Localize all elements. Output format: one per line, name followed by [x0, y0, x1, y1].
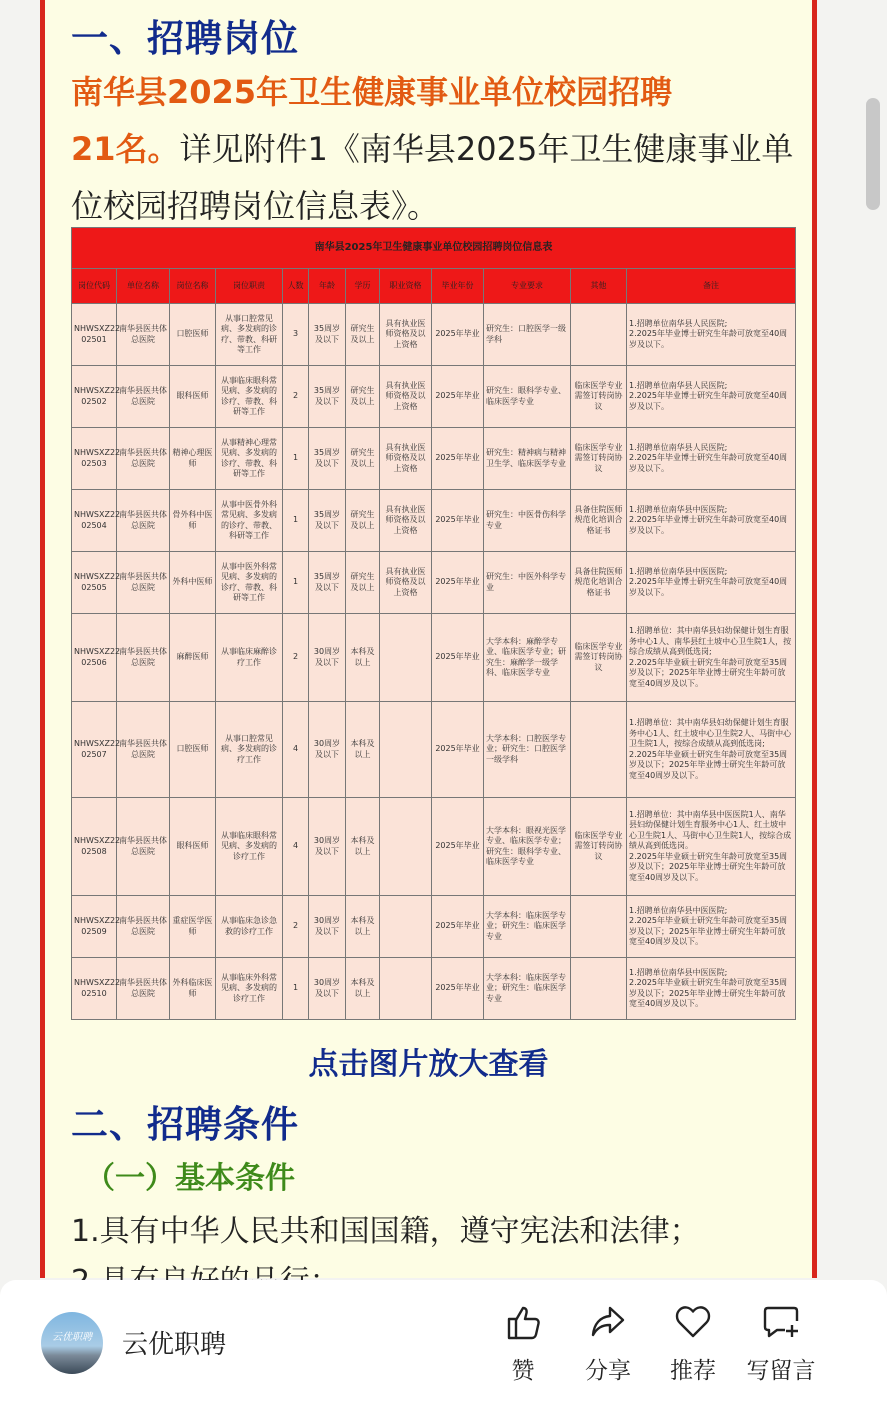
table-cell: 本科及以上 — [346, 896, 380, 958]
table-cell: 南华县医共体总医院 — [117, 896, 170, 958]
comment-add-icon — [761, 1302, 801, 1342]
table-header: 人数 — [283, 269, 309, 304]
table-cell: NHWSXZ22 02505 — [72, 552, 117, 614]
table-cell: 重症医学医师 — [170, 896, 216, 958]
table-cell: 研究生及以上 — [346, 552, 380, 614]
table-cell: NHWSXZ22 02502 — [72, 366, 117, 428]
table-cell: 30周岁及以下 — [309, 958, 346, 1020]
table-cell: 大学本科：临床医学专业；研究生：临床医学专业 — [484, 896, 571, 958]
table-cell: 1 — [283, 428, 309, 490]
table-cell: 南华县医共体总医院 — [117, 702, 170, 798]
table-cell: 精神心理医师 — [170, 428, 216, 490]
table-cell: 眼科医师 — [170, 798, 216, 896]
table-cell: 2025年毕业 — [432, 958, 484, 1020]
table-cell: 临床医学专业需签订转岗协议 — [571, 798, 627, 896]
table-cell: 南华县医共体总医院 — [117, 304, 170, 366]
table-cell: 具有执业医师资格及以上资格 — [380, 552, 432, 614]
table-row — [72, 798, 796, 896]
intro-highlight-1: 南华县2025年卫生健康事业单位校园招聘 — [71, 73, 673, 111]
table-row — [72, 552, 796, 614]
scrollbar-thumb[interactable] — [866, 98, 880, 210]
table-cell: NHWSXZ22 02501 — [72, 304, 117, 366]
table-cell: 1 — [283, 490, 309, 552]
table-cell: 1.招聘单位南华县中医医院; 2.2025年毕业硕士研究生年龄可放宽至35周岁及以下；2025年毕业博士研究生年龄可放宽至40周岁及以下。 — [627, 958, 796, 1020]
job-info-table-image[interactable] — [71, 227, 796, 1020]
table-cell: NHWSXZ22 02508 — [72, 798, 117, 896]
table-cell: 1.招聘单位：其中南华县妇幼保健计划生育服务中心1人、南华县红土坡中心卫生院1人，按综合成绩从高到低选岗; 2.2025年毕业硕士研究生年龄可放宽至35周岁及以下；2025年毕业博士研究生年龄可放宽至40周岁及以下。 — [627, 614, 796, 702]
table-row — [72, 614, 796, 702]
table-cell: 南华县医共体总医院 — [117, 958, 170, 1020]
table-cell: 2 — [283, 896, 309, 958]
table-cell: 麻醉医师 — [170, 614, 216, 702]
table-cell: 大学本科：眼视光医学专业、临床医学专业；研究生：眼科学专业、临床医学专业 — [484, 798, 571, 896]
table-cell — [571, 958, 627, 1020]
table-cell: 30周岁及以下 — [309, 614, 346, 702]
click-to-enlarge-hint[interactable]: 点击图片放大查看 — [308, 1047, 549, 1082]
table-cell: 南华县医共体总医院 — [117, 428, 170, 490]
table-cell: 外科临床医师 — [170, 958, 216, 1020]
table-cell: NHWSXZ22 02503 — [72, 428, 117, 490]
section2-title: 二、招聘条件 — [71, 1103, 299, 1146]
table-cell: 研究生：眼科学专业、临床医学专业 — [484, 366, 571, 428]
comment-button[interactable] — [736, 1302, 826, 1385]
table-cell: 35周岁及以下 — [309, 552, 346, 614]
table-row — [72, 428, 796, 490]
table-cell: 骨外科中医师 — [170, 490, 216, 552]
bottom-action-bar — [0, 1280, 887, 1407]
table-cell: NHWSXZ22 02510 — [72, 958, 117, 1020]
table-header: 岗位职责 — [216, 269, 283, 304]
table-cell: 35周岁及以下 — [309, 428, 346, 490]
table-row — [72, 958, 796, 1020]
table-cell: 从事口腔常见病、多发病的诊疗工作 — [216, 702, 283, 798]
table-cell: 从事临床麻醉诊疗工作 — [216, 614, 283, 702]
table-cell: 1 — [283, 958, 309, 1020]
heart-icon — [673, 1302, 713, 1342]
table-cell: 眼科医师 — [170, 366, 216, 428]
condition-item: 1.具有中华人民共和国国籍，遵守宪法和法律； — [71, 1214, 700, 1249]
table-cell — [380, 958, 432, 1020]
avatar[interactable] — [41, 1312, 103, 1374]
table-cell: 口腔医师 — [170, 702, 216, 798]
intro-rest: 详见附件1《南华县2025年卫生健康事业单位校园招聘岗位信息表》。 — [71, 130, 794, 225]
table-cell: 南华县医共体总医院 — [117, 798, 170, 896]
table-cell: 35周岁及以下 — [309, 490, 346, 552]
like-button[interactable] — [478, 1302, 568, 1385]
table-cell: 南华县医共体总医院 — [117, 490, 170, 552]
table-cell: 大学本科：麻醉学专业、临床医学专业；研究生：麻醉学一级学科、临床医学专业 — [484, 614, 571, 702]
table-cell: 大学本科：临床医学专业；研究生：临床医学专业 — [484, 958, 571, 1020]
table-header: 学历 — [346, 269, 380, 304]
avatar-text: 云优职聘 — [52, 1332, 92, 1343]
table-cell: 研究生及以上 — [346, 366, 380, 428]
author-name[interactable]: 云优职聘 — [122, 1330, 227, 1360]
recommend-label: 推荐 — [670, 1358, 716, 1384]
table-cell: 具有执业医师资格及以上资格 — [380, 428, 432, 490]
table-cell: 从事精神心理常见病、多发病的诊疗、带教、科研等工作 — [216, 428, 283, 490]
table-cell: 2 — [283, 614, 309, 702]
table-cell — [380, 798, 432, 896]
table-cell: 南华县医共体总医院 — [117, 366, 170, 428]
table-header: 专业要求 — [484, 269, 571, 304]
table-cell: 30周岁及以下 — [309, 798, 346, 896]
table-cell: 2 — [283, 366, 309, 428]
share-icon — [588, 1302, 628, 1342]
comment-label: 写留言 — [746, 1358, 816, 1384]
table-cell: 口腔医师 — [170, 304, 216, 366]
table-header: 岗位名称 — [170, 269, 216, 304]
share-button[interactable] — [563, 1302, 653, 1385]
table-cell: 1.招聘单位南华县中医医院; 2.2025年毕业博士研究生年龄可放宽至40周岁及以下。 — [627, 490, 796, 552]
table-cell: 从事临床外科常见病、多发病的诊疗工作 — [216, 958, 283, 1020]
intro-paragraph — [71, 64, 801, 235]
table-cell: 从事中医外科常见病、多发病的诊疗、带教、科研等工作 — [216, 552, 283, 614]
table-cell: 从事临床急诊急救的诊疗工作 — [216, 896, 283, 958]
table-row — [72, 366, 796, 428]
table-row — [72, 702, 796, 798]
thumbs-up-icon — [503, 1302, 543, 1342]
table-cell: 具有执业医师资格及以上资格 — [380, 366, 432, 428]
table-cell: 2025年毕业 — [432, 304, 484, 366]
table-cell: NHWSXZ22 02509 — [72, 896, 117, 958]
table-cell: 具备住院医师规范化培训合格证书 — [571, 552, 627, 614]
table-header: 年龄 — [309, 269, 346, 304]
table-cell: 4 — [283, 798, 309, 896]
table-cell: NHWSXZ22 02504 — [72, 490, 117, 552]
table-cell: 具有执业医师资格及以上资格 — [380, 490, 432, 552]
table-cell: 1 — [283, 552, 309, 614]
like-label: 赞 — [511, 1358, 535, 1384]
table-cell: 本科及以上 — [346, 798, 380, 896]
table-row — [72, 490, 796, 552]
table-header: 毕业年份 — [432, 269, 484, 304]
table-title: 南华县2025年卫生健康事业单位校园招聘岗位信息表 — [72, 228, 796, 269]
table-cell: 1.招聘单位：其中南华县中医医院1人、南华县妇幼保健计划生育服务中心1人、红土坡中心卫生院1人、马街中心卫生院1人，按综合成绩从高到低选岗。 2.2025年毕业硕士研究生年龄可放宽至35周岁及以下；2025年毕业博士研究生年龄可放宽至40周岁及以下。 — [627, 798, 796, 896]
table-cell: 研究生及以上 — [346, 304, 380, 366]
table-cell: 2025年毕业 — [432, 614, 484, 702]
table-cell: 2025年毕业 — [432, 366, 484, 428]
table-cell: 1.招聘单位南华县人民医院; 2.2025年毕业博士研究生年龄可放宽至40周岁及以下。 — [627, 428, 796, 490]
table-cell: 3 — [283, 304, 309, 366]
table-cell: 从事口腔常见病、多发病的诊疗、带教、科研等工作 — [216, 304, 283, 366]
table-cell: 南华县医共体总医院 — [117, 614, 170, 702]
table-cell: 2025年毕业 — [432, 490, 484, 552]
table-header: 职业资格 — [380, 269, 432, 304]
table-cell — [380, 614, 432, 702]
table-header: 岗位代码 — [72, 269, 117, 304]
table-cell: 研究生：中医骨伤科学专业 — [484, 490, 571, 552]
table-cell — [571, 304, 627, 366]
table-cell: 35周岁及以下 — [309, 304, 346, 366]
table-cell: NHWSXZ22 02506 — [72, 614, 117, 702]
table-cell: 本科及以上 — [346, 614, 380, 702]
table-header: 备注 — [627, 269, 796, 304]
subsection-title: （一）基本条件 — [85, 1161, 295, 1196]
table-cell: 2025年毕业 — [432, 428, 484, 490]
table-cell — [571, 896, 627, 958]
table-cell: 具备住院医师规范化培训合格证书 — [571, 490, 627, 552]
table-cell: 临床医学专业需签订转岗协议 — [571, 428, 627, 490]
table-cell: 35周岁及以下 — [309, 366, 346, 428]
table-cell: 外科中医师 — [170, 552, 216, 614]
table-cell: 1.招聘单位南华县中医医院; 2.2025年毕业博士研究生年龄可放宽至40周岁及以下。 — [627, 552, 796, 614]
table-cell: 1.招聘单位南华县人民医院; 2.2025年毕业博士研究生年龄可放宽至40周岁及以下。 — [627, 366, 796, 428]
table-cell: 大学本科：口腔医学专业；研究生：口腔医学一级学科 — [484, 702, 571, 798]
table-cell: NHWSXZ22 02507 — [72, 702, 117, 798]
table-cell: 从事临床眼科常见病、多发病的诊疗、带教、科研等工作 — [216, 366, 283, 428]
table-cell: 从事临床眼科常见病、多发病的诊疗工作 — [216, 798, 283, 896]
table-cell: 1.招聘单位南华县中医医院; 2.2025年毕业硕士研究生年龄可放宽至35周岁及以下；2025年毕业博士研究生年龄可放宽至40周岁及以下。 — [627, 896, 796, 958]
article-content — [40, 0, 817, 1278]
section1-title: 一、招聘岗位 — [71, 17, 299, 60]
table-cell — [571, 702, 627, 798]
table-cell: 研究生：中医外科学专业 — [484, 552, 571, 614]
table-row — [72, 304, 796, 366]
table-cell: 2025年毕业 — [432, 798, 484, 896]
table-cell: 2025年毕业 — [432, 702, 484, 798]
intro-highlight-2: 21名。 — [71, 130, 180, 168]
table-cell: 临床医学专业需签订转岗协议 — [571, 366, 627, 428]
table-cell: 本科及以上 — [346, 958, 380, 1020]
table-cell: 从事中医骨外科常见病、多发病的诊疗、带教、科研等工作 — [216, 490, 283, 552]
table-cell: 30周岁及以下 — [309, 896, 346, 958]
table-cell: 研究生：口腔医学一级学科 — [484, 304, 571, 366]
table-row — [72, 896, 796, 958]
table-header: 单位名称 — [117, 269, 170, 304]
table-cell: 研究生及以上 — [346, 428, 380, 490]
table-cell: 4 — [283, 702, 309, 798]
recommend-button[interactable] — [648, 1302, 738, 1385]
table-cell: 具有执业医师资格及以上资格 — [380, 304, 432, 366]
table-cell — [380, 702, 432, 798]
table-cell: 2025年毕业 — [432, 896, 484, 958]
table-cell: 研究生：精神病与精神卫生学、临床医学专业 — [484, 428, 571, 490]
table-cell: 1.招聘单位南华县人民医院; 2.2025年毕业博士研究生年龄可放宽至40周岁及以下。 — [627, 304, 796, 366]
table-cell: 1.招聘单位：其中南华县妇幼保健计划生育服务中心1人、红土坡中心卫生院2人、马街中心卫生院1人，按综合成绩从高到低选岗; 2.2025年毕业硕士研究生年龄可放宽至35周岁及以下；2025年毕业博士研究生年龄可放宽至40周岁及以下。 — [627, 702, 796, 798]
table-cell: 30周岁及以下 — [309, 702, 346, 798]
share-label: 分享 — [585, 1358, 631, 1384]
table-cell: 临床医学专业需签订转岗协议 — [571, 614, 627, 702]
table-cell: 2025年毕业 — [432, 552, 484, 614]
table-header: 其他 — [571, 269, 627, 304]
table-cell: 研究生及以上 — [346, 490, 380, 552]
table-cell: 南华县医共体总医院 — [117, 552, 170, 614]
table-cell — [380, 896, 432, 958]
table-cell: 本科及以上 — [346, 702, 380, 798]
